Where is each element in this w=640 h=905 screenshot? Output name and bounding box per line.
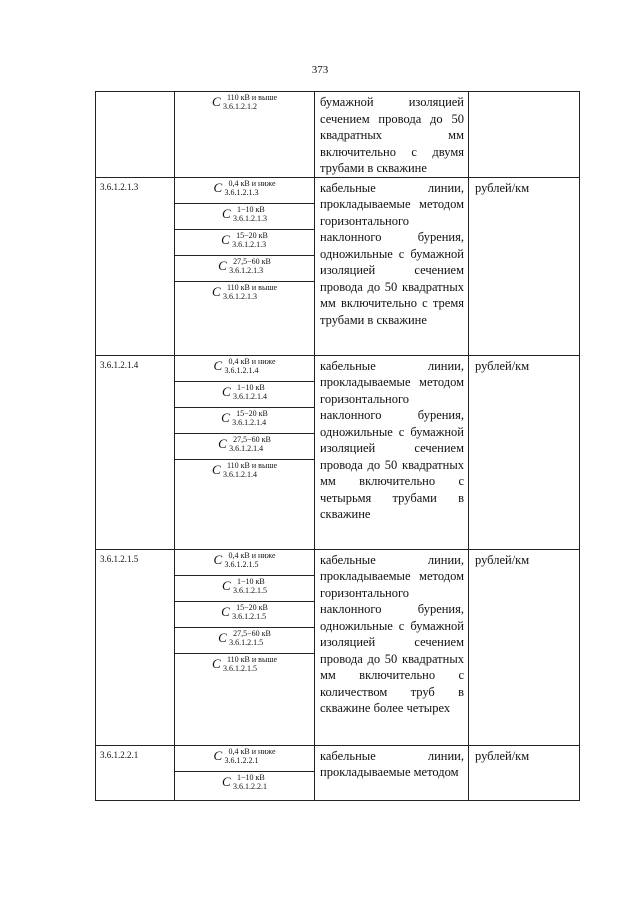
formula-index: 3.6.1.2.1.3	[224, 187, 259, 197]
formula-voltage: 0,4 кВ и ниже	[228, 746, 276, 756]
formula-index: 3.6.1.2.1.5	[222, 663, 257, 673]
rate-formula	[218, 628, 271, 647]
rate-formula	[212, 92, 277, 111]
formula-voltage: 110 кВ и выше	[226, 654, 278, 664]
formula-row	[175, 628, 314, 654]
row-code: 3.6.1.2.1.4	[96, 355, 175, 549]
formula-voltage: 1−10 кВ	[237, 382, 265, 392]
formula-voltage: 0,4 кВ и ниже	[228, 550, 276, 560]
formula-index: 3.6.1.2.1.3	[233, 213, 267, 223]
formula-voltage: 110 кВ и выше	[226, 93, 278, 102]
formula-voltage: 110 кВ и выше	[226, 460, 278, 470]
formula-symbol: C	[213, 179, 223, 195]
formula-voltage: 1−10 кВ	[237, 772, 265, 782]
rate-formula	[212, 654, 277, 673]
formula-voltage: 15−20 кВ	[236, 602, 268, 612]
formula-symbol: C	[222, 577, 231, 593]
table-row	[96, 355, 580, 549]
formula-row	[175, 178, 314, 204]
formula-voltage: 15−20 кВ	[236, 230, 268, 240]
formula-row	[175, 230, 314, 256]
formula-index: 3.6.1.2.1.5	[232, 611, 267, 621]
row-unit	[469, 92, 580, 178]
formula-cell	[175, 355, 315, 549]
formula-voltage: 110 кВ и выше	[226, 282, 278, 292]
rate-formula	[222, 204, 267, 223]
row-description: кабельные линии, прокладываемые методом горизонтального наклонного бурения, одножильные с бумажной изоляцией сечением провода до 50 квадратных мм включительно с четырьмя трубами в скважине	[315, 355, 469, 549]
rate-formula	[218, 256, 271, 275]
formula-symbol: C	[211, 94, 221, 109]
formula-row	[175, 204, 314, 230]
rate-formula	[212, 460, 277, 479]
table-row	[96, 177, 580, 355]
formula-index: 3.6.1.2.1.4	[232, 417, 267, 427]
formula-row	[175, 550, 314, 576]
row-unit: рублей/км	[469, 177, 580, 355]
formula-symbol: C	[222, 773, 231, 789]
formula-symbol: C	[221, 409, 230, 425]
formula-index: 3.6.1.2.1.4	[229, 443, 264, 453]
row-description: кабельные линии, прокладываемые методом	[315, 745, 469, 800]
formula-index: 3.6.1.2.1.5	[229, 637, 264, 647]
rate-formula	[213, 550, 275, 569]
table-row	[96, 92, 580, 178]
formula-cell	[175, 549, 315, 745]
row-description: кабельные линии, прокладываемые методом горизонтального наклонного бурения, одножильные с бумажной изоляцией сечением провода до 50 квадратных мм включительно с количеством труб в скважине более четырех	[315, 549, 469, 745]
formula-voltage: 1−10 кВ	[237, 204, 265, 214]
formula-index: 3.6.1.2.1.5	[233, 585, 267, 595]
formula-voltage: 27,5−60 кВ	[233, 434, 271, 444]
table-row	[96, 549, 580, 745]
rate-formula	[222, 382, 267, 401]
page-number: 373	[311, 64, 329, 76]
formula-index: 3.6.1.2.1.3	[222, 291, 257, 301]
rate-formula	[221, 230, 268, 249]
formula-symbol: C	[218, 629, 227, 645]
formula-index: 3.6.1.2.1.5	[224, 559, 259, 569]
formula-voltage: 0,4 кВ и ниже	[228, 356, 276, 366]
formula-symbol: C	[211, 461, 221, 477]
formula-row	[175, 772, 314, 794]
formula-symbol: C	[211, 283, 221, 299]
formula-symbol: C	[213, 551, 223, 567]
formula-symbol: C	[218, 257, 227, 273]
formula-row	[175, 746, 314, 772]
formula-cell	[175, 177, 315, 355]
row-description: бумажной изоляцией сечением провода до 50 квадратных мм включительно с двумя трубами в скважине	[315, 92, 469, 178]
row-code: 3.6.1.2.2.1	[96, 745, 175, 800]
rate-formula	[221, 602, 268, 621]
formula-symbol: C	[221, 231, 230, 247]
formula-voltage: 1−10 кВ	[237, 576, 265, 586]
table-row	[96, 745, 580, 800]
formula-row	[175, 460, 314, 482]
rate-formula	[222, 772, 267, 791]
formula-row	[175, 602, 314, 628]
row-unit: рублей/км	[469, 549, 580, 745]
formula-voltage: 15−20 кВ	[236, 408, 268, 418]
row-description: кабельные линии, прокладываемые методом горизонтального наклонного бурения, одножильные с бумажной изоляцией сечением провода до 50 квадратных мм включительно с тремя трубами в скважине	[315, 177, 469, 355]
rate-formula	[213, 746, 275, 765]
rate-formula	[212, 282, 277, 301]
formula-index: 3.6.1.2.1.2	[222, 102, 257, 111]
formula-index: 3.6.1.2.1.4	[222, 469, 257, 479]
formula-row	[175, 576, 314, 602]
row-code	[96, 92, 175, 178]
row-unit: рублей/км	[469, 745, 580, 800]
formula-row	[175, 282, 314, 304]
formula-index: 3.6.1.2.1.4	[233, 391, 267, 401]
rate-formula	[221, 408, 268, 427]
formula-row	[175, 382, 314, 408]
formula-row	[175, 356, 314, 382]
formula-row	[175, 408, 314, 434]
formula-index: 3.6.1.2.1.4	[224, 365, 259, 375]
formula-index: 3.6.1.2.2.1	[233, 781, 267, 791]
formula-voltage: 27,5−60 кВ	[233, 256, 271, 266]
formula-symbol: C	[213, 747, 223, 763]
rate-formula	[213, 178, 275, 197]
formula-symbol: C	[222, 205, 231, 221]
formula-row	[175, 434, 314, 460]
rate-formula	[218, 434, 271, 453]
formula-index: 3.6.1.2.1.3	[232, 239, 267, 249]
formula-symbol: C	[218, 435, 227, 451]
formula-voltage: 27,5−60 кВ	[233, 628, 271, 638]
formula-row	[175, 92, 314, 114]
formula-symbol: C	[211, 655, 221, 671]
formula-symbol: C	[221, 603, 230, 619]
rate-formula	[213, 356, 275, 375]
formula-cell	[175, 92, 315, 178]
formula-row	[175, 256, 314, 282]
row-unit: рублей/км	[469, 355, 580, 549]
formula-voltage: 0,4 кВ и ниже	[228, 178, 276, 188]
formula-row	[175, 654, 314, 676]
row-code: 3.6.1.2.1.3	[96, 177, 175, 355]
tariff-table	[95, 91, 580, 801]
rate-formula	[222, 576, 267, 595]
formula-symbol: C	[222, 383, 231, 399]
row-code: 3.6.1.2.1.5	[96, 549, 175, 745]
formula-index: 3.6.1.2.1.3	[229, 265, 264, 275]
formula-cell	[175, 745, 315, 800]
formula-index: 3.6.1.2.2.1	[224, 755, 259, 765]
formula-symbol: C	[213, 357, 223, 373]
